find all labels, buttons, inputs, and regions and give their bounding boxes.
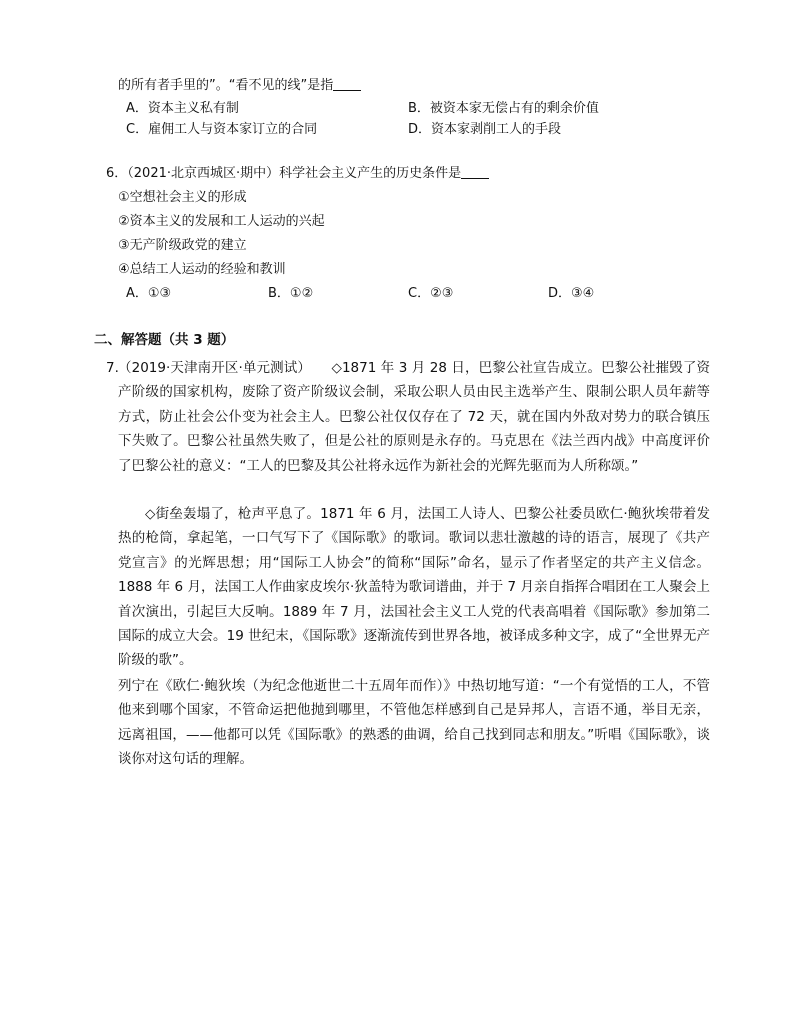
question-6-item-1: ①空想社会主义的形成 [118,190,247,205]
question-5-option-c: C．雇佣工人与资本家订立的合同 [126,122,318,137]
question-6-option-c: C．②③ [408,286,454,301]
question-6-stem [106,164,489,184]
question-5-stem-text: 的所有者手里的”。“看不见的线”是指 [118,78,334,93]
question-7-paragraph-1: （2019·天津南开区·单元测试） ◇1871 年 3 月 28 日，巴黎公社宣告成立。巴黎公社摧毁了资产阶级的国家机构，废除了资产阶级议会制，采取公职人员由民主选举产生、限制公职人员年薪等方式，防止社会公仆变为社会主人。巴黎公社仅仅存在了 72 天，就在国内外敌对势力的联合镇压下失败了。巴黎公社虽然失败了，但是公社的原则是永存的。马克思在《法兰西内战》中高度评价了巴黎公社的意义：“工人的巴黎及其公社将永远作为新社会的光辉先驱而为人所称颂。” [118,360,710,474]
question-6-option-d: D．③④ [548,286,595,301]
question-7-paragraph-3: 列宁在《欧仁·鲍狄埃（为纪念他逝世二十五周年而作）》中热切地写道：“一个有觉悟的工人，不管他来到哪个国家，不管命运把他抛到哪里，不管他怎样感到自己是异邦人，言语不通，举目无亲，远离祖国，——他都可以凭《国际歌》的熟悉的曲调，给自己找到同志和朋友。”听唱《国际歌》，谈谈你对这句话的理解。 [118,678,710,768]
section-2-heading: 二、解答题（共 3 题） [94,332,235,348]
question-7-number: 7. [106,360,119,376]
question-6-option-a: A．①③ [126,286,172,301]
question-5-option-b: B．被资本家无偿占有的剩余价值 [408,101,599,116]
question-5-option-d: D．资本家剥削工人的手段 [408,122,562,137]
question-7-paragraph-2: ◇街垒轰塌了，枪声平息了。1871 年 6 月，法国工人诗人、巴黎公社委员欧仁·鲍狄埃带着发热的枪筒，拿起笔，一口气写下了《国际歌》的歌词。歌词以悲壮激越的诗的语言，展现了《共产党宣言》的光辉思想；用“国际工人协会”的简称“国际”命名，显示了作者坚定的共产主义信念。1888 年 6 月，法国工人作曲家皮埃尔·狄盖特为歌词谱曲，并于 7 月亲自指挥合唱团在工人聚会上首次演出，引起巨大反响。1889 年 7 月，法国社会主义工人党的代表高唱着《国际歌》参加第二国际的成立大会。19 世纪末，《国际歌》逐渐流传到世界各地，被译成多种文字，成了“全世界无产阶级的歌”。 [118,506,710,669]
question-5-stem-continuation [118,76,361,96]
answer-blank [461,164,489,179]
question-6-stem-text: 6．（2021·北京西城区·期中）科学社会主义产生的历史条件是 [106,166,462,181]
question-6-item-3: ③无产阶级政党的建立 [118,238,247,253]
question-5-option-a: A．资本主义私有制 [126,101,239,116]
answer-blank [333,76,361,91]
question-6-item-2: ②资本主义的发展和工人运动的兴起 [118,214,325,229]
question-6-item-4: ④总结工人运动的经验和教训 [118,262,286,277]
question-6-option-b: B．①② [268,286,314,301]
